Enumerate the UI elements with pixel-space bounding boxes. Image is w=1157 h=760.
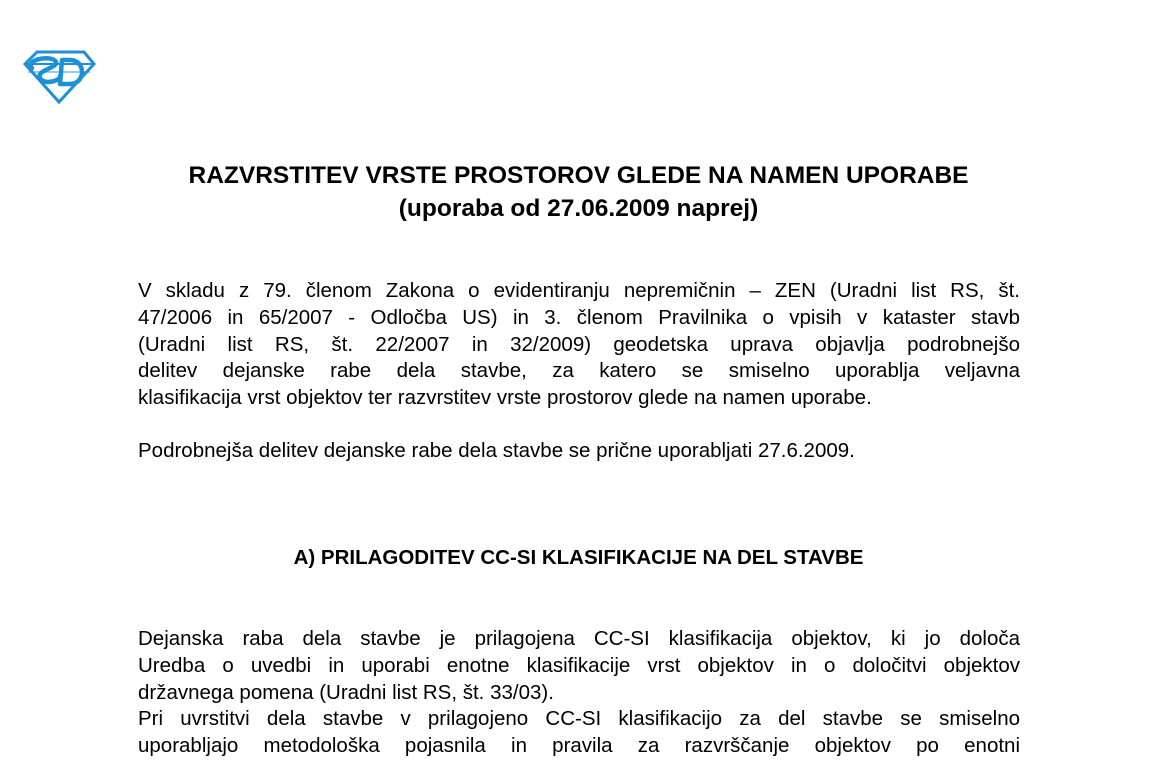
paragraph-line: 47/2006 in 65/2007 - Odločba US) in 3. členom Pravilnika o vpisih v kataster stavb <box>138 305 1020 329</box>
paragraph-line: Pri uvrstitvi dela stavbe v prilagojeno CC-SI klasifikacijo za del stavbe se smiselno <box>138 707 1020 730</box>
classification-paragraph <box>138 706 1020 760</box>
section-a-paragraph <box>138 626 1020 706</box>
paragraph-line: uporabljajo metodološka pojasnila in pravila za razvrščanje objektov po enotni <box>138 733 1020 757</box>
intro-paragraph <box>138 278 1020 412</box>
section-a-heading: A) PRILAGODITEV CC-SI KLASIFIKACIJE NA DEL STAVBE <box>293 546 864 569</box>
paragraph-line: Uredba o uvedbi in uporabi enotne klasifikacije vrst objektov in o določitvi objektov <box>138 653 1020 677</box>
paragraph-line: klasifikacija vrst objektov ter razvrstitev vrste prostorov glede na namen uporabe. <box>138 386 872 410</box>
document-title: RAZVRSTITEV VRSTE PROSTOROV GLEDE NA NAMEN UPORABE <box>188 162 969 189</box>
paragraph-line: (Uradni list RS, št. 22/2007 in 32/2009) geodetska uprava objavlja podrobnejšo <box>138 332 1020 356</box>
document-subtitle: (uporaba od 27.06.2009 naprej) <box>398 195 759 222</box>
company-logo-icon <box>22 50 96 104</box>
paragraph-line: državnega pomena (Uradni list RS, št. 33/03). <box>138 680 554 704</box>
paragraph-line: Dejanska raba dela stavbe je prilagojena CC-SI klasifikacija objektov, ki jo določa <box>138 627 1020 650</box>
paragraph-line: delitev dejanske rabe dela stavbe, za katero se smiselno uporablja veljavna <box>138 359 1020 383</box>
paragraph-line: V skladu z 79. členom Zakona o evidentiranju nepremičnin – ZEN (Uradni list RS, št. <box>138 279 1020 302</box>
effective-date-paragraph: Podrobnejša delitev dejanske rabe dela stavbe se prične uporabljati 27.6.2009. <box>138 439 855 462</box>
